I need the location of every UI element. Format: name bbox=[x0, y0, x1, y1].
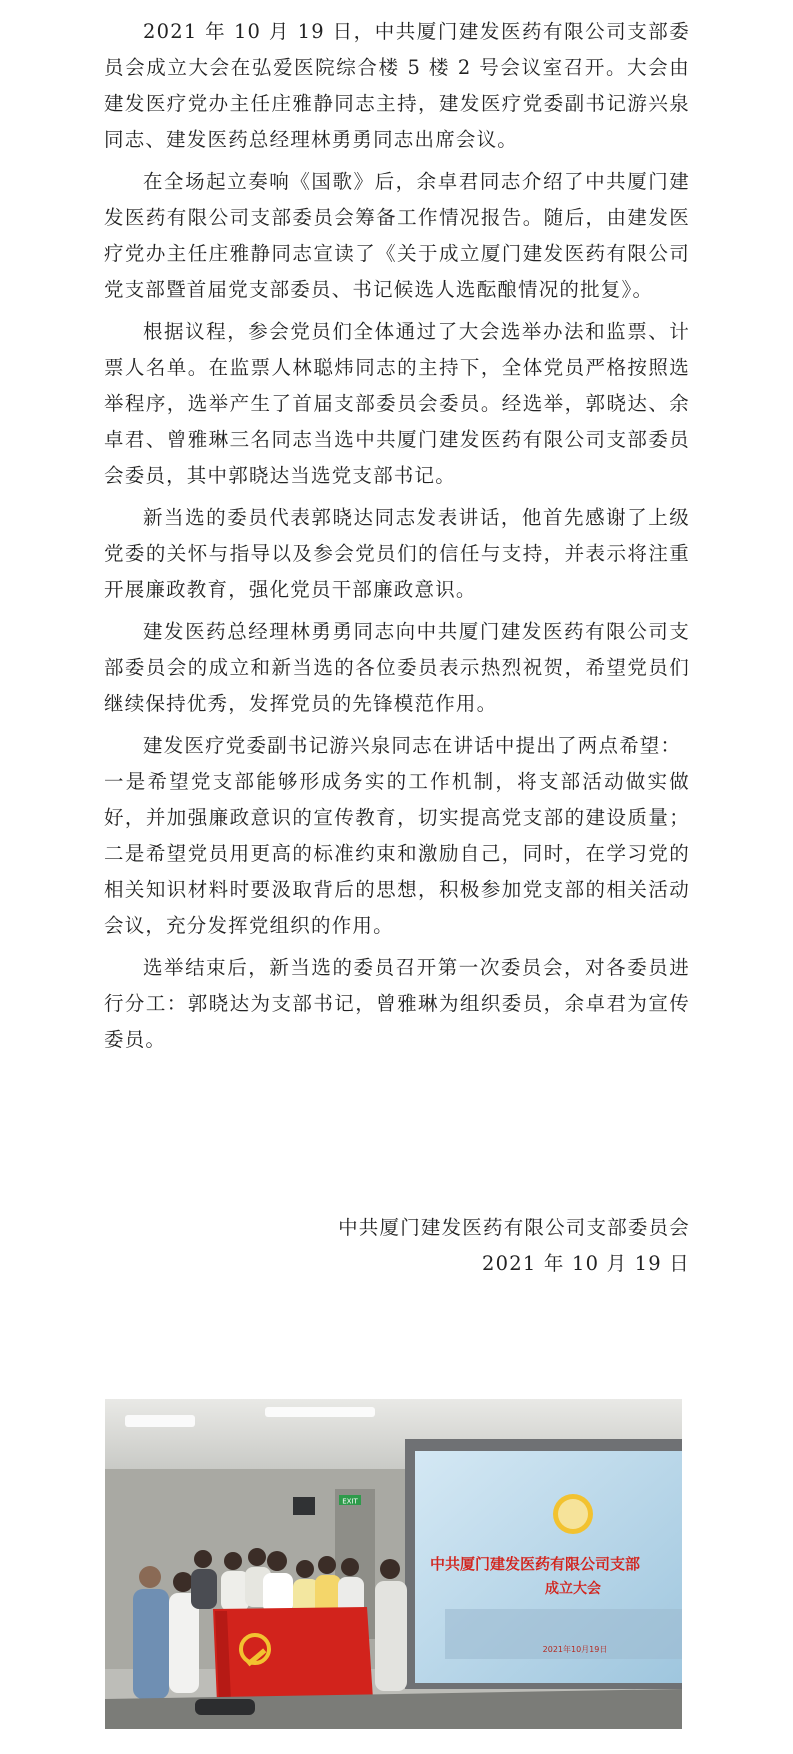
wall-speaker bbox=[293, 1497, 315, 1515]
paragraph-1: 2021 年 10 月 19 日，中共厦门建发医药有限公司支部委员会成立大会在弘爱医院综合楼 5 楼 2 号会议室召开。大会由建发医疗党办主任庄雅静同志主持，建发医疗党委副书记游兴泉同志、建发医药总经理林勇勇同志出席会议。 bbox=[104, 20, 690, 151]
paragraph-8: 选举结束后，新当选的委员召开第一次委员会，对各委员进行分工：郭晓达为支部书记，曾雅琳为组织委员，余卓君为宣传委员。 bbox=[104, 956, 690, 1051]
screen-title-line1: 中共厦门建发医药有限公司支部 bbox=[429, 1555, 641, 1573]
paragraph-6: 建发医疗党委副书记游兴泉同志在讲话中提出了两点希望： bbox=[143, 734, 682, 757]
screen-title-line2: 成立大会 bbox=[545, 1581, 601, 1597]
paragraph-3: 根据议程，参会党员们全体通过了大会选举办法和监票、计票人名单。在监票人林聪炜同志的主持下，全体党员严格按照选举程序，选举产生了首届支部委员会委员。经选举，郭晓达、余卓君、曾雅琳三名同志当选中共厦门建发医药有限公司支部委员会委员，其中郭晓达当选党支部书记。 bbox=[104, 320, 690, 487]
signature-block bbox=[104, 1210, 690, 1282]
conference-microphone bbox=[195, 1699, 255, 1715]
article-body bbox=[104, 14, 690, 1058]
signature-date: 2021 年 10 月 19 日 bbox=[482, 1252, 690, 1275]
meeting-photo-illustration bbox=[105, 1399, 682, 1729]
paragraph-7: 一是希望党支部能够形成务实的工作机制，将支部活动做实做好，并加强廉政意识的宣传教育，切实提高党支部的建设质量；二是希望党员用更高的标准约束和激励自己，同时，在学习党的相关知识材料时要汲取背后的思想，积极参加党支部的相关活动会议，充分发挥党组织的作用。 bbox=[104, 770, 690, 937]
party-emblem-inner bbox=[558, 1499, 588, 1529]
meeting-photo bbox=[105, 1399, 682, 1729]
party-flag bbox=[213, 1607, 373, 1703]
exit-sign-text: EXIT bbox=[342, 1497, 358, 1506]
signature-organization: 中共厦门建发医药有限公司支部委员会 bbox=[338, 1216, 690, 1239]
paragraph-5: 建发医药总经理林勇勇同志向中共厦门建发医药有限公司支部委员会的成立和新当选的各位委员表示热烈祝贺，希望党员们继续保持优秀，发挥党员的先锋模范作用。 bbox=[104, 620, 690, 715]
paragraph-2: 在全场起立奏响《国歌》后，余卓君同志介绍了中共厦门建发医药有限公司支部委员会筹备工作情况报告。随后，由建发医疗党办主任庄雅静同志宣读了《关于成立厦门建发医药有限公司党支部暨首届党支部委员、书记候选人选酝酿情况的批复》。 bbox=[104, 170, 690, 301]
ceiling-light bbox=[125, 1415, 195, 1427]
paragraph-4: 新当选的委员代表郭晓达同志发表讲话，他首先感谢了上级党委的关怀与指导以及参会党员们的信任与支持，并表示将注重开展廉政教育，强化党员干部廉政意识。 bbox=[104, 506, 690, 601]
ceiling-light bbox=[265, 1407, 375, 1417]
screen-date: 2021年10月19日 bbox=[542, 1645, 608, 1654]
